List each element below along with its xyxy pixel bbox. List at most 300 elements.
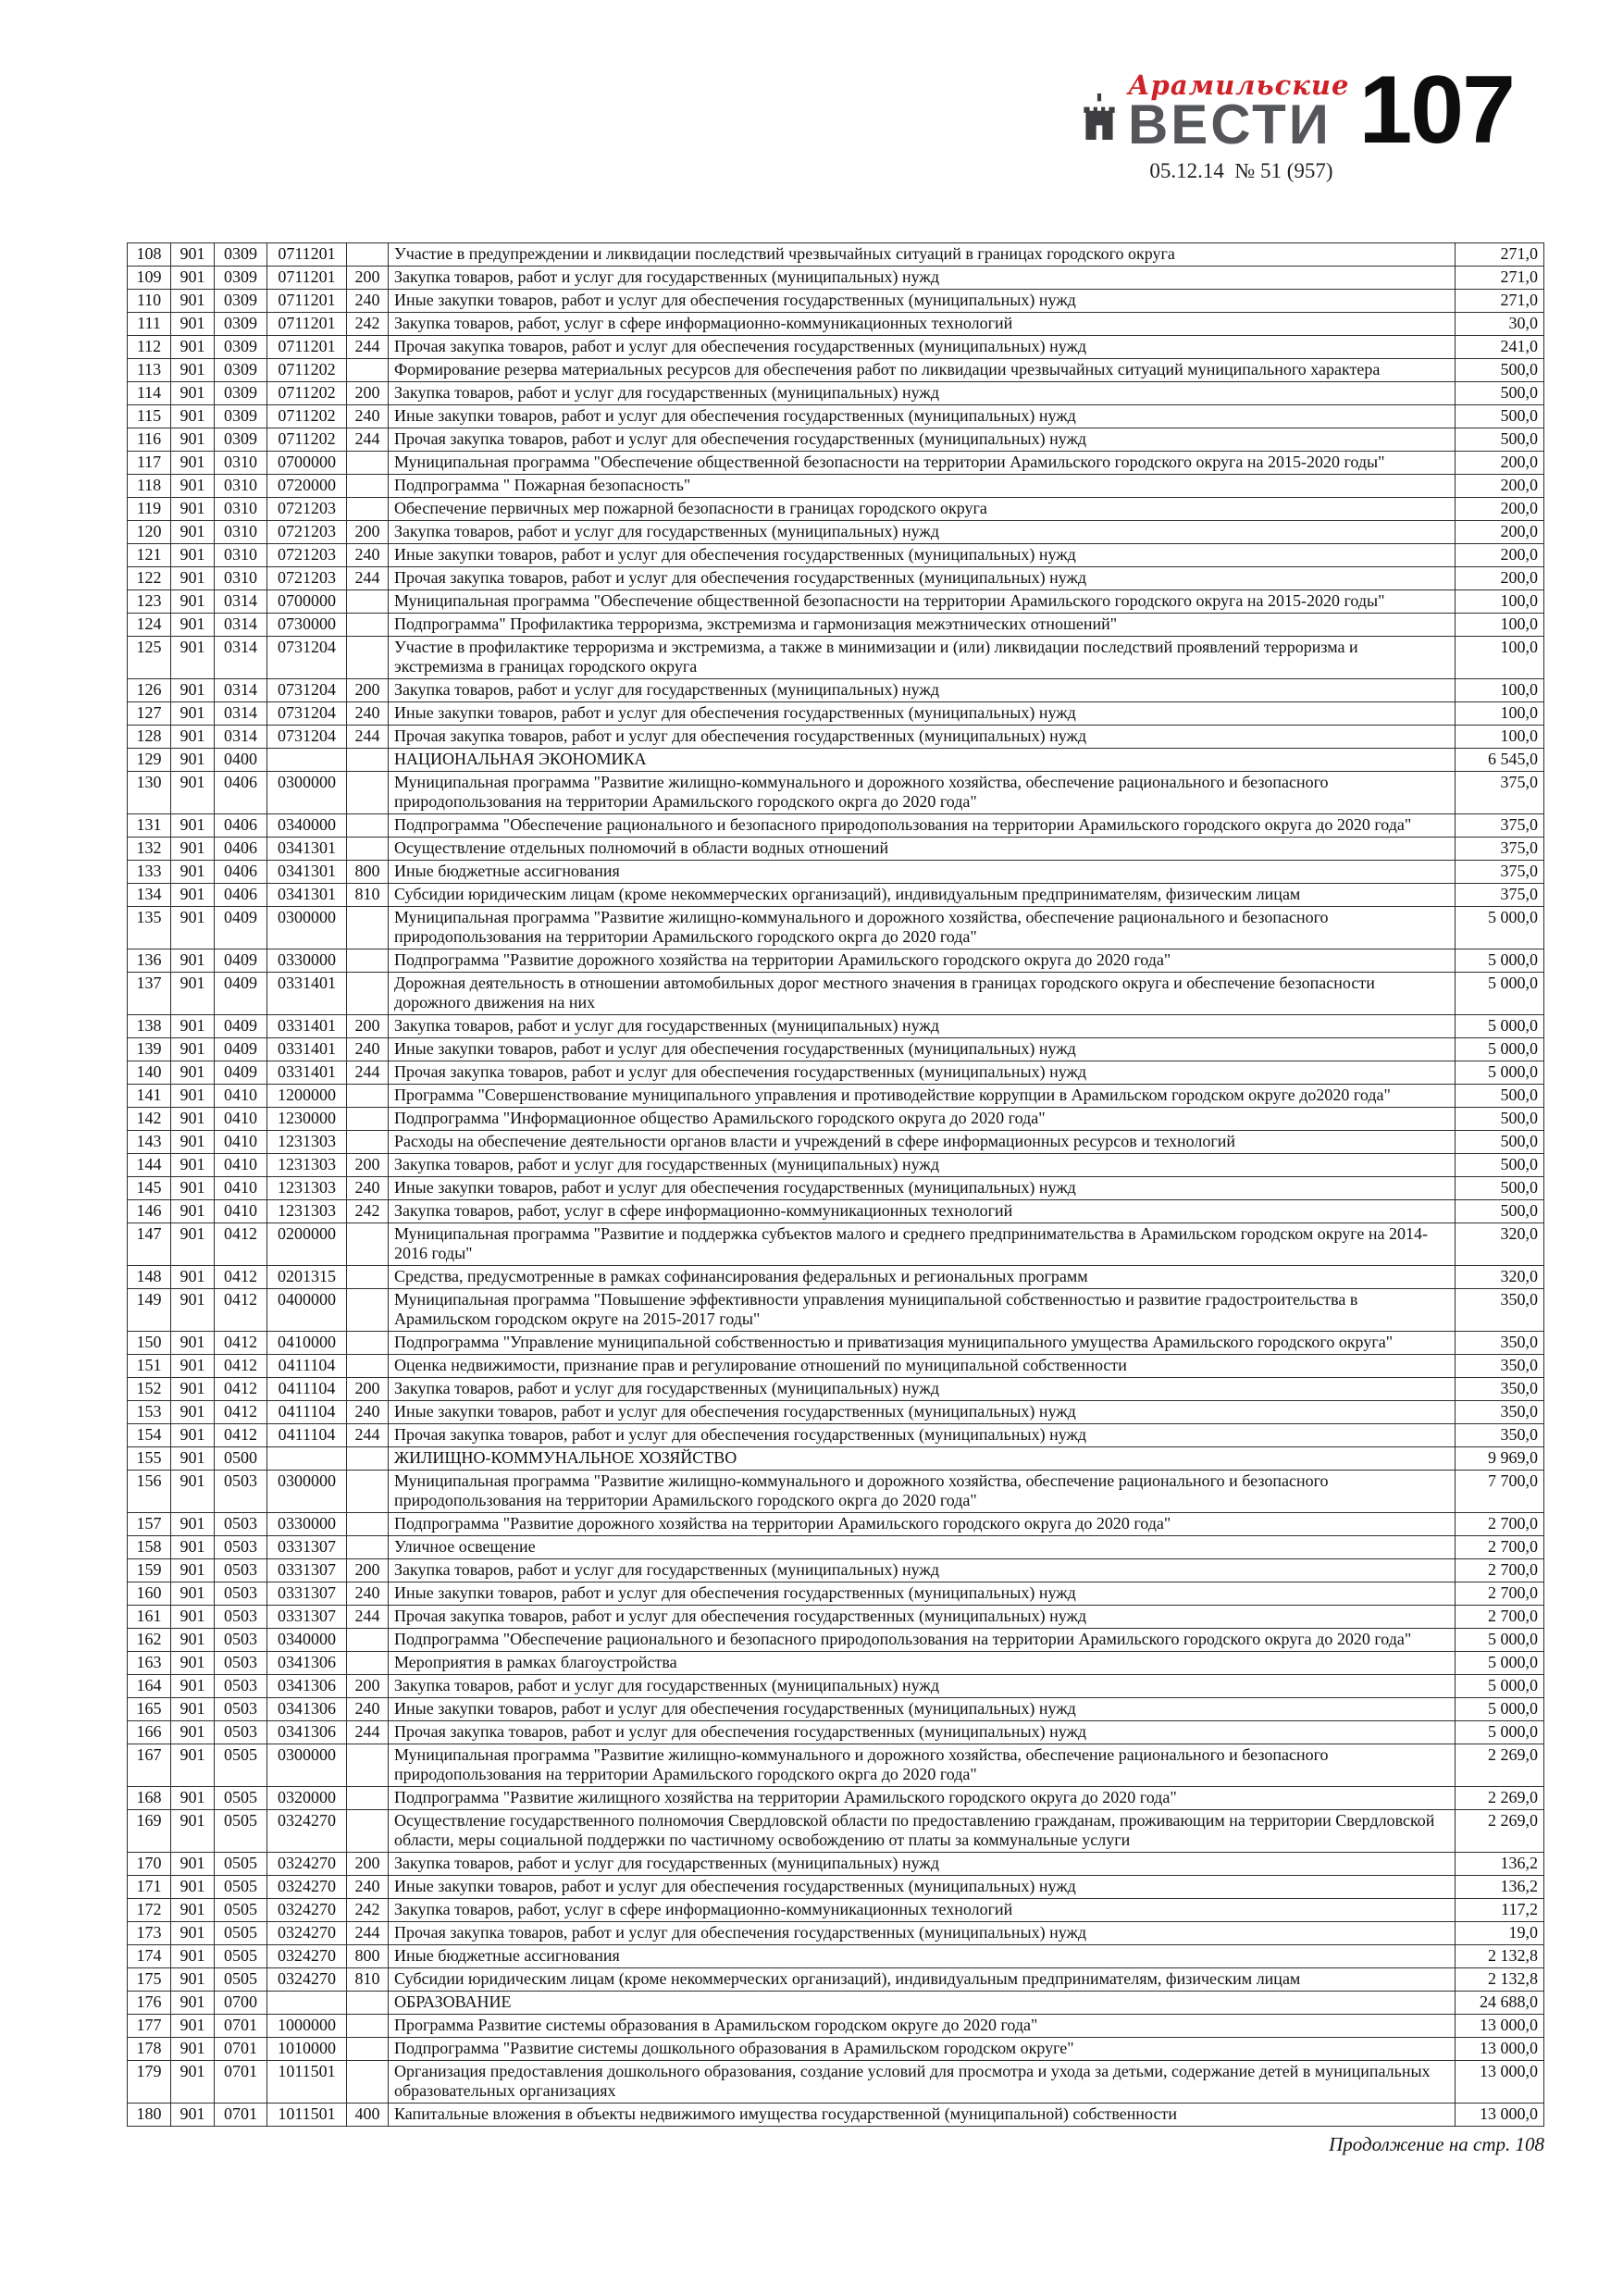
expense-type-code-cell bbox=[347, 637, 389, 679]
expense-name-cell: Закупка товаров, работ, услуг в сфере информационно-коммуникационных технологий bbox=[389, 1200, 1456, 1223]
table-row bbox=[128, 1744, 1544, 1787]
table-row bbox=[128, 1559, 1544, 1582]
expense-name-cell: Прочая закупка товаров, работ и услуг для обеспечения государственных (муниципальных) нужд bbox=[389, 567, 1456, 590]
expense-name-cell: Подпрограмма "Развитие дорожного хозяйства на территории Арамильского городского округа до 2020 года" bbox=[389, 949, 1456, 973]
section-code-cell: 0406 bbox=[215, 814, 267, 838]
program-code-cell: 0411104 bbox=[267, 1401, 347, 1424]
table-row bbox=[128, 884, 1544, 907]
row-number-cell: 133 bbox=[128, 861, 171, 884]
program-code-cell: 0721203 bbox=[267, 521, 347, 544]
grbs-code-cell: 901 bbox=[171, 949, 215, 973]
expense-name-cell: Мероприятия в рамках благоустройства bbox=[389, 1652, 1456, 1675]
row-number-cell: 136 bbox=[128, 949, 171, 973]
section-code-cell: 0412 bbox=[215, 1223, 267, 1266]
grbs-code-cell: 901 bbox=[171, 1899, 215, 1922]
section-code-cell: 0412 bbox=[215, 1424, 267, 1447]
program-code-cell: 0700000 bbox=[267, 590, 347, 614]
section-code-cell: 0409 bbox=[215, 1038, 267, 1061]
program-code-cell: 0711201 bbox=[267, 267, 347, 290]
grbs-code-cell: 901 bbox=[171, 1131, 215, 1154]
amount-cell: 5 000,0 bbox=[1456, 1675, 1544, 1698]
table-row bbox=[128, 749, 1544, 772]
grbs-code-cell: 901 bbox=[171, 1698, 215, 1721]
section-code-cell: 0314 bbox=[215, 679, 267, 702]
row-number-cell: 163 bbox=[128, 1652, 171, 1675]
row-number-cell: 109 bbox=[128, 267, 171, 290]
program-code-cell: 0324270 bbox=[267, 1853, 347, 1876]
grbs-code-cell: 901 bbox=[171, 1853, 215, 1876]
grbs-code-cell: 901 bbox=[171, 2038, 215, 2061]
program-code-cell: 0300000 bbox=[267, 1471, 347, 1513]
expense-type-code-cell: 200 bbox=[347, 1378, 389, 1401]
table-row bbox=[128, 290, 1544, 313]
program-code-cell: 0331401 bbox=[267, 1015, 347, 1038]
expense-type-code-cell: 200 bbox=[347, 521, 389, 544]
amount-cell: 5 000,0 bbox=[1456, 1698, 1544, 1721]
grbs-code-cell: 901 bbox=[171, 590, 215, 614]
grbs-code-cell: 901 bbox=[171, 1876, 215, 1899]
expense-type-code-cell bbox=[347, 772, 389, 814]
expense-type-code-cell bbox=[347, 1536, 389, 1559]
expense-name-cell: Иные закупки товаров, работ и услуг для обеспечения государственных (муниципальных) нужд bbox=[389, 1582, 1456, 1606]
grbs-code-cell: 901 bbox=[171, 1992, 215, 2015]
table-row bbox=[128, 1922, 1544, 1945]
table-row bbox=[128, 1471, 1544, 1513]
program-code-cell: 0341306 bbox=[267, 1698, 347, 1721]
section-code-cell: 0505 bbox=[215, 1945, 267, 1968]
amount-cell: 2 269,0 bbox=[1456, 1744, 1544, 1787]
expense-name-cell: Муниципальная программа "Повышение эффективности управления муниципальной собственностью и развитие градостроительства в Арамильском городском округе на 2015-2017 годы" bbox=[389, 1289, 1456, 1332]
amount-cell: 2 700,0 bbox=[1456, 1536, 1544, 1559]
row-number-cell: 116 bbox=[128, 428, 171, 452]
grbs-code-cell: 901 bbox=[171, 1922, 215, 1945]
row-number-cell: 131 bbox=[128, 814, 171, 838]
table-row bbox=[128, 313, 1544, 336]
section-code-cell: 0505 bbox=[215, 1810, 267, 1853]
amount-cell: 136,2 bbox=[1456, 1876, 1544, 1899]
expense-type-code-cell: 200 bbox=[347, 382, 389, 405]
section-code-cell: 0410 bbox=[215, 1200, 267, 1223]
table-row bbox=[128, 1652, 1544, 1675]
program-code-cell: 0411104 bbox=[267, 1378, 347, 1401]
program-code-cell: 0411104 bbox=[267, 1424, 347, 1447]
expense-type-code-cell: 240 bbox=[347, 1698, 389, 1721]
amount-cell: 320,0 bbox=[1456, 1266, 1544, 1289]
section-code-cell: 0314 bbox=[215, 637, 267, 679]
section-code-cell: 0310 bbox=[215, 544, 267, 567]
row-number-cell: 166 bbox=[128, 1721, 171, 1744]
table-row bbox=[128, 1787, 1544, 1810]
table-row bbox=[128, 1061, 1544, 1085]
expense-name-cell: Субсидии юридическим лицам (кроме некоммерческих организаций), индивидуальным предпринимателям, физическим лицам bbox=[389, 884, 1456, 907]
table-row bbox=[128, 567, 1544, 590]
expense-type-code-cell bbox=[347, 1447, 389, 1471]
expense-type-code-cell: 244 bbox=[347, 336, 389, 359]
expense-name-cell: Дорожная деятельность в отношении автомобильных дорог местного значения в границах городского округа и обеспечение безопасности дорожного движения на них bbox=[389, 973, 1456, 1015]
expense-name-cell: Закупка товаров, работ и услуг для государственных (муниципальных) нужд bbox=[389, 521, 1456, 544]
expense-name-cell: Закупка товаров, работ и услуг для государственных (муниципальных) нужд bbox=[389, 382, 1456, 405]
grbs-code-cell: 901 bbox=[171, 1401, 215, 1424]
row-number-cell: 173 bbox=[128, 1922, 171, 1945]
amount-cell: 500,0 bbox=[1456, 1108, 1544, 1131]
expense-type-code-cell bbox=[347, 1332, 389, 1355]
row-number-cell: 150 bbox=[128, 1332, 171, 1355]
expense-type-code-cell bbox=[347, 452, 389, 475]
expense-type-code-cell: 244 bbox=[347, 1606, 389, 1629]
grbs-code-cell: 901 bbox=[171, 1266, 215, 1289]
row-number-cell: 113 bbox=[128, 359, 171, 382]
expense-name-cell: Осуществление отдельных полномочий в области водных отношений bbox=[389, 838, 1456, 861]
program-code-cell: 0731204 bbox=[267, 726, 347, 749]
amount-cell: 2 269,0 bbox=[1456, 1787, 1544, 1810]
section-code-cell: 0505 bbox=[215, 1744, 267, 1787]
expense-name-cell: Уличное освещение bbox=[389, 1536, 1456, 1559]
program-code-cell: 0711201 bbox=[267, 313, 347, 336]
expense-type-code-cell: 200 bbox=[347, 1675, 389, 1698]
row-number-cell: 159 bbox=[128, 1559, 171, 1582]
row-number-cell: 110 bbox=[128, 290, 171, 313]
row-number-cell: 115 bbox=[128, 405, 171, 428]
amount-cell: 200,0 bbox=[1456, 498, 1544, 521]
section-code-cell: 0505 bbox=[215, 1853, 267, 1876]
grbs-code-cell: 901 bbox=[171, 637, 215, 679]
section-code-cell: 0409 bbox=[215, 949, 267, 973]
row-number-cell: 167 bbox=[128, 1744, 171, 1787]
expense-name-cell: Иные закупки товаров, работ и услуг для обеспечения государственных (муниципальных) нужд bbox=[389, 702, 1456, 726]
program-code-cell: 0324270 bbox=[267, 1945, 347, 1968]
expense-type-code-cell bbox=[347, 949, 389, 973]
program-code-cell: 0201315 bbox=[267, 1266, 347, 1289]
expense-type-code-cell: 800 bbox=[347, 1945, 389, 1968]
grbs-code-cell: 901 bbox=[171, 1289, 215, 1332]
amount-cell: 2 700,0 bbox=[1456, 1606, 1544, 1629]
program-code-cell: 0410000 bbox=[267, 1332, 347, 1355]
expense-type-code-cell bbox=[347, 1085, 389, 1108]
table-row bbox=[128, 1447, 1544, 1471]
row-number-cell: 153 bbox=[128, 1401, 171, 1424]
grbs-code-cell: 901 bbox=[171, 973, 215, 1015]
program-code-cell bbox=[267, 1992, 347, 2015]
amount-cell: 375,0 bbox=[1456, 772, 1544, 814]
grbs-code-cell: 901 bbox=[171, 1536, 215, 1559]
row-number-cell: 164 bbox=[128, 1675, 171, 1698]
expense-type-code-cell bbox=[347, 359, 389, 382]
section-code-cell: 0412 bbox=[215, 1378, 267, 1401]
row-number-cell: 160 bbox=[128, 1582, 171, 1606]
program-code-cell: 1011501 bbox=[267, 2061, 347, 2104]
section-code-cell: 0503 bbox=[215, 1652, 267, 1675]
grbs-code-cell: 901 bbox=[171, 382, 215, 405]
expense-type-code-cell bbox=[347, 2038, 389, 2061]
row-number-cell: 158 bbox=[128, 1536, 171, 1559]
table-row bbox=[128, 838, 1544, 861]
expense-name-cell: ЖИЛИЩНО-КОММУНАЛЬНОЕ ХОЗЯЙСТВО bbox=[389, 1447, 1456, 1471]
table-row bbox=[128, 1675, 1544, 1698]
expense-name-cell: Участие в предупреждении и ликвидации последствий чрезвычайных ситуаций в границах городского округа bbox=[389, 243, 1456, 267]
amount-cell: 2 700,0 bbox=[1456, 1559, 1544, 1582]
expense-type-code-cell: 240 bbox=[347, 544, 389, 567]
section-code-cell: 0309 bbox=[215, 428, 267, 452]
row-number-cell: 141 bbox=[128, 1085, 171, 1108]
program-code-cell: 0721203 bbox=[267, 544, 347, 567]
table-row bbox=[128, 267, 1544, 290]
amount-cell: 5 000,0 bbox=[1456, 1629, 1544, 1652]
expense-name-cell: НАЦИОНАЛЬНАЯ ЭКОНОМИКА bbox=[389, 749, 1456, 772]
amount-cell: 2 269,0 bbox=[1456, 1810, 1544, 1853]
program-code-cell: 0721203 bbox=[267, 567, 347, 590]
program-code-cell: 1230000 bbox=[267, 1108, 347, 1131]
expense-name-cell: Закупка товаров, работ и услуг для государственных (муниципальных) нужд bbox=[389, 1675, 1456, 1698]
amount-cell: 100,0 bbox=[1456, 702, 1544, 726]
program-code-cell: 0341301 bbox=[267, 884, 347, 907]
grbs-code-cell: 901 bbox=[171, 1606, 215, 1629]
grbs-code-cell: 901 bbox=[171, 1559, 215, 1582]
expense-type-code-cell: 200 bbox=[347, 1559, 389, 1582]
table-row bbox=[128, 702, 1544, 726]
program-code-cell: 0720000 bbox=[267, 475, 347, 498]
program-code-cell: 0711201 bbox=[267, 243, 347, 267]
row-number-cell: 112 bbox=[128, 336, 171, 359]
table-row bbox=[128, 861, 1544, 884]
row-number-cell: 172 bbox=[128, 1899, 171, 1922]
row-number-cell: 144 bbox=[128, 1154, 171, 1177]
section-code-cell: 0310 bbox=[215, 567, 267, 590]
expense-name-cell: Закупка товаров, работ и услуг для государственных (муниципальных) нужд bbox=[389, 1015, 1456, 1038]
amount-cell: 500,0 bbox=[1456, 382, 1544, 405]
amount-cell: 13 000,0 bbox=[1456, 2104, 1544, 2127]
program-code-cell bbox=[267, 749, 347, 772]
table-row bbox=[128, 544, 1544, 567]
expense-type-code-cell: 240 bbox=[347, 1401, 389, 1424]
program-code-cell: 0330000 bbox=[267, 1513, 347, 1536]
grbs-code-cell: 901 bbox=[171, 1787, 215, 1810]
table-row bbox=[128, 1332, 1544, 1355]
section-code-cell: 0701 bbox=[215, 2061, 267, 2104]
expense-type-code-cell bbox=[347, 838, 389, 861]
expense-type-code-cell bbox=[347, 1629, 389, 1652]
section-code-cell: 0309 bbox=[215, 405, 267, 428]
expense-name-cell: Иные закупки товаров, работ и услуг для обеспечения государственных (муниципальных) нужд bbox=[389, 544, 1456, 567]
row-number-cell: 139 bbox=[128, 1038, 171, 1061]
section-code-cell: 0503 bbox=[215, 1513, 267, 1536]
row-number-cell: 108 bbox=[128, 243, 171, 267]
amount-cell: 350,0 bbox=[1456, 1378, 1544, 1401]
amount-cell: 350,0 bbox=[1456, 1289, 1544, 1332]
row-number-cell: 111 bbox=[128, 313, 171, 336]
amount-cell: 500,0 bbox=[1456, 1200, 1544, 1223]
expense-name-cell: Организация предоставления дошкольного образования, создание условий для просмотра и ухода за детьми, содержание детей в муниципальных образовательных организациях bbox=[389, 2061, 1456, 2104]
section-code-cell: 0410 bbox=[215, 1085, 267, 1108]
section-code-cell: 0310 bbox=[215, 498, 267, 521]
program-code-cell: 0324270 bbox=[267, 1876, 347, 1899]
amount-cell: 2 132,8 bbox=[1456, 1945, 1544, 1968]
section-code-cell: 0406 bbox=[215, 861, 267, 884]
amount-cell: 375,0 bbox=[1456, 838, 1544, 861]
expense-type-code-cell bbox=[347, 590, 389, 614]
section-code-cell: 0310 bbox=[215, 452, 267, 475]
table-row bbox=[128, 1131, 1544, 1154]
expense-type-code-cell bbox=[347, 2061, 389, 2104]
table-row bbox=[128, 1513, 1544, 1536]
section-code-cell: 0503 bbox=[215, 1629, 267, 1652]
section-code-cell: 0309 bbox=[215, 382, 267, 405]
amount-cell: 200,0 bbox=[1456, 452, 1544, 475]
logo-text bbox=[1127, 69, 1350, 155]
expense-name-cell: Иные закупки товаров, работ и услуг для обеспечения государственных (муниципальных) нужд bbox=[389, 1401, 1456, 1424]
section-code-cell: 0310 bbox=[215, 475, 267, 498]
expense-type-code-cell: 242 bbox=[347, 1200, 389, 1223]
table-row bbox=[128, 521, 1544, 544]
section-code-cell: 0409 bbox=[215, 1015, 267, 1038]
grbs-code-cell: 901 bbox=[171, 1629, 215, 1652]
expense-name-cell: Закупка товаров, работ и услуг для государственных (муниципальных) нужд bbox=[389, 1853, 1456, 1876]
table-row bbox=[128, 1108, 1544, 1131]
section-code-cell: 0406 bbox=[215, 772, 267, 814]
expense-type-code-cell: 200 bbox=[347, 679, 389, 702]
amount-cell: 2 700,0 bbox=[1456, 1513, 1544, 1536]
table-row bbox=[128, 973, 1544, 1015]
table-row bbox=[128, 2038, 1544, 2061]
expense-type-code-cell bbox=[347, 1810, 389, 1853]
row-number-cell: 142 bbox=[128, 1108, 171, 1131]
amount-cell: 100,0 bbox=[1456, 637, 1544, 679]
amount-cell: 5 000,0 bbox=[1456, 1061, 1544, 1085]
expense-name-cell: Подпрограмма "Развитие дорожного хозяйства на территории Арамильского городского округа до 2020 года" bbox=[389, 1513, 1456, 1536]
program-code-cell: 0711202 bbox=[267, 382, 347, 405]
section-code-cell: 0309 bbox=[215, 359, 267, 382]
row-number-cell: 156 bbox=[128, 1471, 171, 1513]
section-code-cell: 0309 bbox=[215, 290, 267, 313]
expense-type-code-cell bbox=[347, 1223, 389, 1266]
expense-type-code-cell: 240 bbox=[347, 290, 389, 313]
expense-name-cell: Закупка товаров, работ и услуг для государственных (муниципальных) нужд bbox=[389, 267, 1456, 290]
amount-cell: 271,0 bbox=[1456, 243, 1544, 267]
table-row bbox=[128, 428, 1544, 452]
amount-cell: 5 000,0 bbox=[1456, 907, 1544, 949]
expense-name-cell: Подпрограмма "Развитие системы дошкольного образования в Арамильском городском округе" bbox=[389, 2038, 1456, 2061]
expense-type-code-cell: 200 bbox=[347, 267, 389, 290]
expense-type-code-cell: 240 bbox=[347, 1582, 389, 1606]
grbs-code-cell: 901 bbox=[171, 2061, 215, 2104]
row-number-cell: 135 bbox=[128, 907, 171, 949]
program-code-cell: 1200000 bbox=[267, 1085, 347, 1108]
section-code-cell: 0410 bbox=[215, 1108, 267, 1131]
amount-cell: 5 000,0 bbox=[1456, 973, 1544, 1015]
expense-name-cell: Иные бюджетные ассигнования bbox=[389, 861, 1456, 884]
grbs-code-cell: 901 bbox=[171, 1675, 215, 1698]
expense-type-code-cell: 242 bbox=[347, 1899, 389, 1922]
expense-name-cell: Муниципальная программа "Обеспечение общественной безопасности на территории Арамильского городского округа на 2015-2020 годы" bbox=[389, 590, 1456, 614]
amount-cell: 100,0 bbox=[1456, 590, 1544, 614]
budget-table-section bbox=[127, 242, 1544, 2156]
program-code-cell: 0324270 bbox=[267, 1899, 347, 1922]
budget-table-body bbox=[128, 243, 1544, 2127]
table-row bbox=[128, 382, 1544, 405]
amount-cell: 2 132,8 bbox=[1456, 1968, 1544, 1992]
section-code-cell: 0503 bbox=[215, 1471, 267, 1513]
budget-table bbox=[127, 242, 1544, 2127]
section-code-cell: 0314 bbox=[215, 614, 267, 637]
expense-type-code-cell bbox=[347, 973, 389, 1015]
expense-type-code-cell bbox=[347, 1471, 389, 1513]
section-code-cell: 0406 bbox=[215, 884, 267, 907]
table-row bbox=[128, 2015, 1544, 2038]
grbs-code-cell: 901 bbox=[171, 1061, 215, 1085]
program-code-cell: 0300000 bbox=[267, 772, 347, 814]
table-row bbox=[128, 1536, 1544, 1559]
table-row bbox=[128, 1401, 1544, 1424]
table-row bbox=[128, 1266, 1544, 1289]
expense-name-cell: Иные закупки товаров, работ и услуг для обеспечения государственных (муниципальных) нужд bbox=[389, 1698, 1456, 1721]
row-number-cell: 171 bbox=[128, 1876, 171, 1899]
program-code-cell: 0300000 bbox=[267, 1744, 347, 1787]
section-code-cell: 0309 bbox=[215, 313, 267, 336]
expense-type-code-cell: 240 bbox=[347, 702, 389, 726]
program-code-cell: 0330000 bbox=[267, 949, 347, 973]
grbs-code-cell: 901 bbox=[171, 336, 215, 359]
table-row bbox=[128, 1945, 1544, 1968]
program-code-cell: 0730000 bbox=[267, 614, 347, 637]
table-row bbox=[128, 1424, 1544, 1447]
section-code-cell: 0412 bbox=[215, 1289, 267, 1332]
table-row bbox=[128, 1177, 1544, 1200]
table-row bbox=[128, 949, 1544, 973]
amount-cell: 375,0 bbox=[1456, 814, 1544, 838]
row-number-cell: 134 bbox=[128, 884, 171, 907]
row-number-cell: 123 bbox=[128, 590, 171, 614]
amount-cell: 13 000,0 bbox=[1456, 2015, 1544, 2038]
grbs-code-cell: 901 bbox=[171, 1015, 215, 1038]
expense-type-code-cell bbox=[347, 1108, 389, 1131]
table-row bbox=[128, 1085, 1544, 1108]
row-number-cell: 128 bbox=[128, 726, 171, 749]
expense-name-cell: Подпрограмма "Развитие жилищного хозяйства на территории Арамильского городского округа до 2020 года" bbox=[389, 1787, 1456, 1810]
row-number-cell: 178 bbox=[128, 2038, 171, 2061]
row-number-cell: 169 bbox=[128, 1810, 171, 1853]
section-code-cell: 0409 bbox=[215, 1061, 267, 1085]
expense-type-code-cell: 400 bbox=[347, 2104, 389, 2127]
row-number-cell: 165 bbox=[128, 1698, 171, 1721]
row-number-cell: 151 bbox=[128, 1355, 171, 1378]
grbs-code-cell: 901 bbox=[171, 521, 215, 544]
section-code-cell: 0700 bbox=[215, 1992, 267, 2015]
table-row bbox=[128, 1698, 1544, 1721]
amount-cell: 100,0 bbox=[1456, 679, 1544, 702]
row-number-cell: 138 bbox=[128, 1015, 171, 1038]
row-number-cell: 140 bbox=[128, 1061, 171, 1085]
expense-name-cell: Иные закупки товаров, работ и услуг для обеспечения государственных (муниципальных) нужд bbox=[389, 290, 1456, 313]
section-code-cell: 0505 bbox=[215, 1922, 267, 1945]
expense-type-code-cell bbox=[347, 1131, 389, 1154]
table-row bbox=[128, 1200, 1544, 1223]
amount-cell: 375,0 bbox=[1456, 861, 1544, 884]
program-code-cell: 0320000 bbox=[267, 1787, 347, 1810]
grbs-code-cell: 901 bbox=[171, 726, 215, 749]
amount-cell: 350,0 bbox=[1456, 1355, 1544, 1378]
table-row bbox=[128, 452, 1544, 475]
program-code-cell: 1231303 bbox=[267, 1154, 347, 1177]
expense-name-cell: Прочая закупка товаров, работ и услуг для обеспечения государственных (муниципальных) нужд bbox=[389, 1424, 1456, 1447]
row-number-cell: 168 bbox=[128, 1787, 171, 1810]
amount-cell: 200,0 bbox=[1456, 475, 1544, 498]
grbs-code-cell: 901 bbox=[171, 1810, 215, 1853]
section-code-cell: 0412 bbox=[215, 1355, 267, 1378]
issue-date-line: 05.12.14 № 51 (957) bbox=[1149, 159, 1333, 182]
expense-name-cell: Прочая закупка товаров, работ и услуг для обеспечения государственных (муниципальных) нужд bbox=[389, 336, 1456, 359]
row-number-cell: 117 bbox=[128, 452, 171, 475]
expense-name-cell: Расходы на обеспечение деятельности органов власти и учреждений в сфере информационных ресурсов и технологий bbox=[389, 1131, 1456, 1154]
expense-type-code-cell bbox=[347, 1513, 389, 1536]
